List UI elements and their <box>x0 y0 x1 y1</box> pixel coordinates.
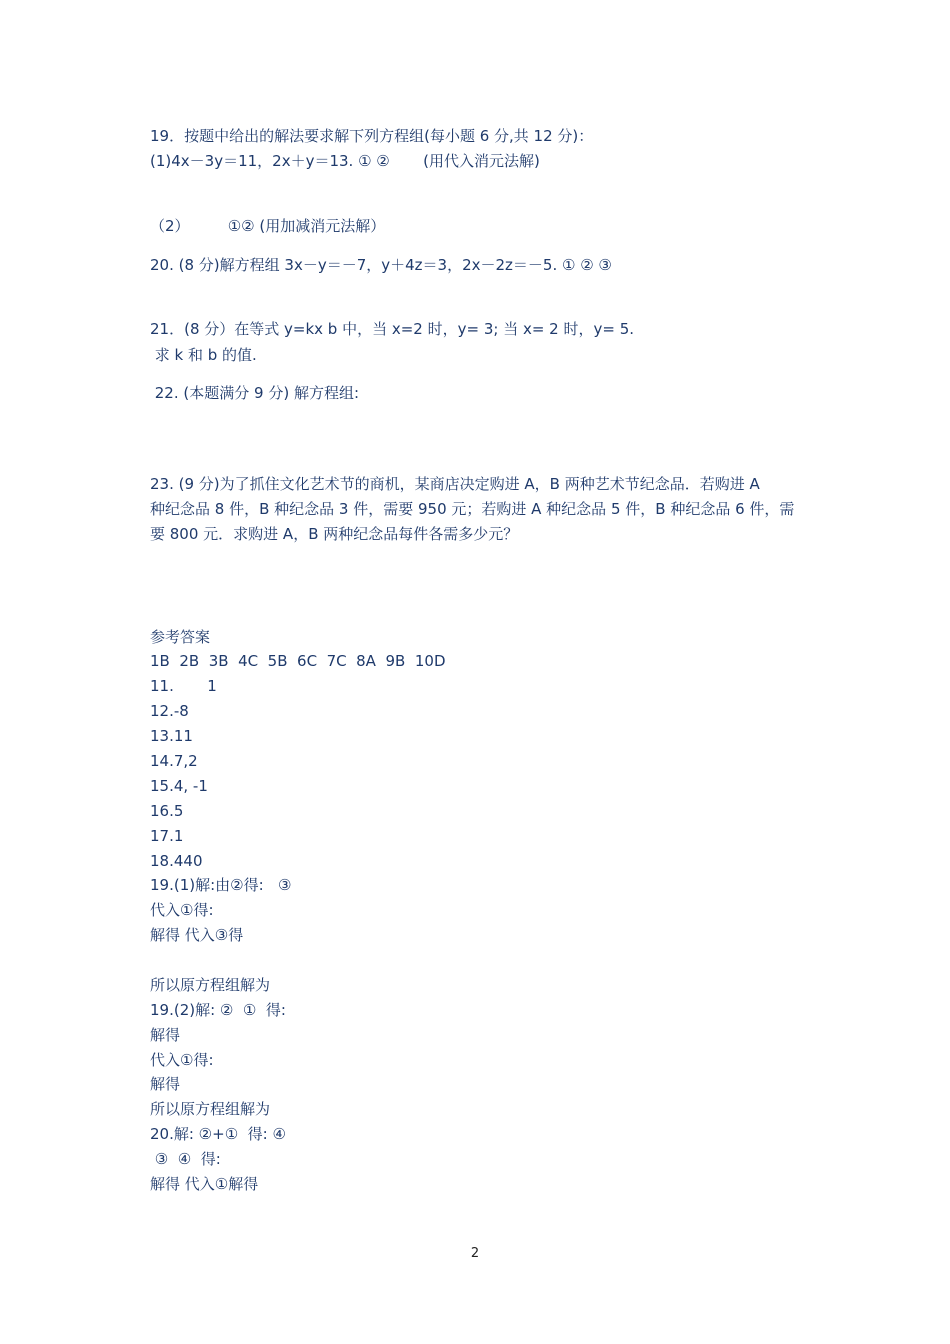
question-20: 20. (8 分)解方程组 3x－y＝－7，y＋4z＝3，2x－2z＝－5. ① ② ③ <box>150 256 612 274</box>
answer-line: 18.440 <box>150 852 203 870</box>
answer-line: 解得 <box>150 1075 181 1093</box>
answer-line: 15.4, -1 <box>150 777 208 795</box>
answer-line: 代入①得: <box>150 901 214 919</box>
answer-line: ③ ④ 得: <box>150 1150 221 1168</box>
answer-line: 所以原方程组解为 <box>150 1100 271 1118</box>
answer-line: 1B 2B 3B 4C 5B 6C 7C 8A 9B 10D <box>150 652 446 670</box>
answer-line: 解得 代入①解得 <box>150 1175 259 1193</box>
question-19-title: 19．按题中给出的解法要求解下列方程组(每小题 6 分,共 12 分)： <box>150 127 594 145</box>
question-22: 22. (本题满分 9 分) 解方程组: <box>150 384 359 402</box>
answer-line: 19.(1)解:由②得: ③ <box>150 876 292 894</box>
answer-line: 20.解: ②+① 得: ④ <box>150 1125 286 1143</box>
answer-line: 19.(2)解: ② ① 得: <box>150 1001 286 1019</box>
answer-line: 17.1 <box>150 827 184 845</box>
answer-line: 解得 代入③得 <box>150 926 244 944</box>
question-19-part-2: （2） ①② (用加减消元法解） <box>150 217 386 235</box>
page-number: 2 <box>470 1246 480 1261</box>
question-23-line-1: 23. (9 分)为了抓住文化艺术节的商机，某商店决定购进 A，B 两种艺术节纪念品．若购进 A <box>150 475 760 493</box>
answer-line: 14.7,2 <box>150 752 198 770</box>
question-21-line-2: 求 k 和 b 的值. <box>150 346 257 364</box>
answer-line: 解得 <box>150 1026 181 1044</box>
question-21-line-1: 21．(8 分）在等式 y=kx b 中，当 x=2 时，y= 3; 当 x= 2 时，y= 5. <box>150 320 635 338</box>
answer-line: 11. 1 <box>150 677 217 695</box>
answer-line: 12.-8 <box>150 702 189 720</box>
answers-heading: 参考答案 <box>150 628 211 646</box>
answer-line: 16.5 <box>150 802 184 820</box>
question-23-line-3: 要 800 元．求购进 A，B 两种纪念品每件各需多少元？ <box>150 525 519 543</box>
question-19-part-1: (1)4x－3y＝11，2x＋y＝13. ① ② (用代入消元法解) <box>150 152 540 170</box>
answer-line: 代入①得: <box>150 1051 214 1069</box>
question-23-line-2: 种纪念品 8 件，B 种纪念品 3 件，需要 950 元；若购进 A 种纪念品 5 件，B 种纪念品 6 件，需 <box>150 500 795 518</box>
answer-line: 所以原方程组解为 <box>150 976 271 994</box>
answer-line: 13.11 <box>150 727 193 745</box>
